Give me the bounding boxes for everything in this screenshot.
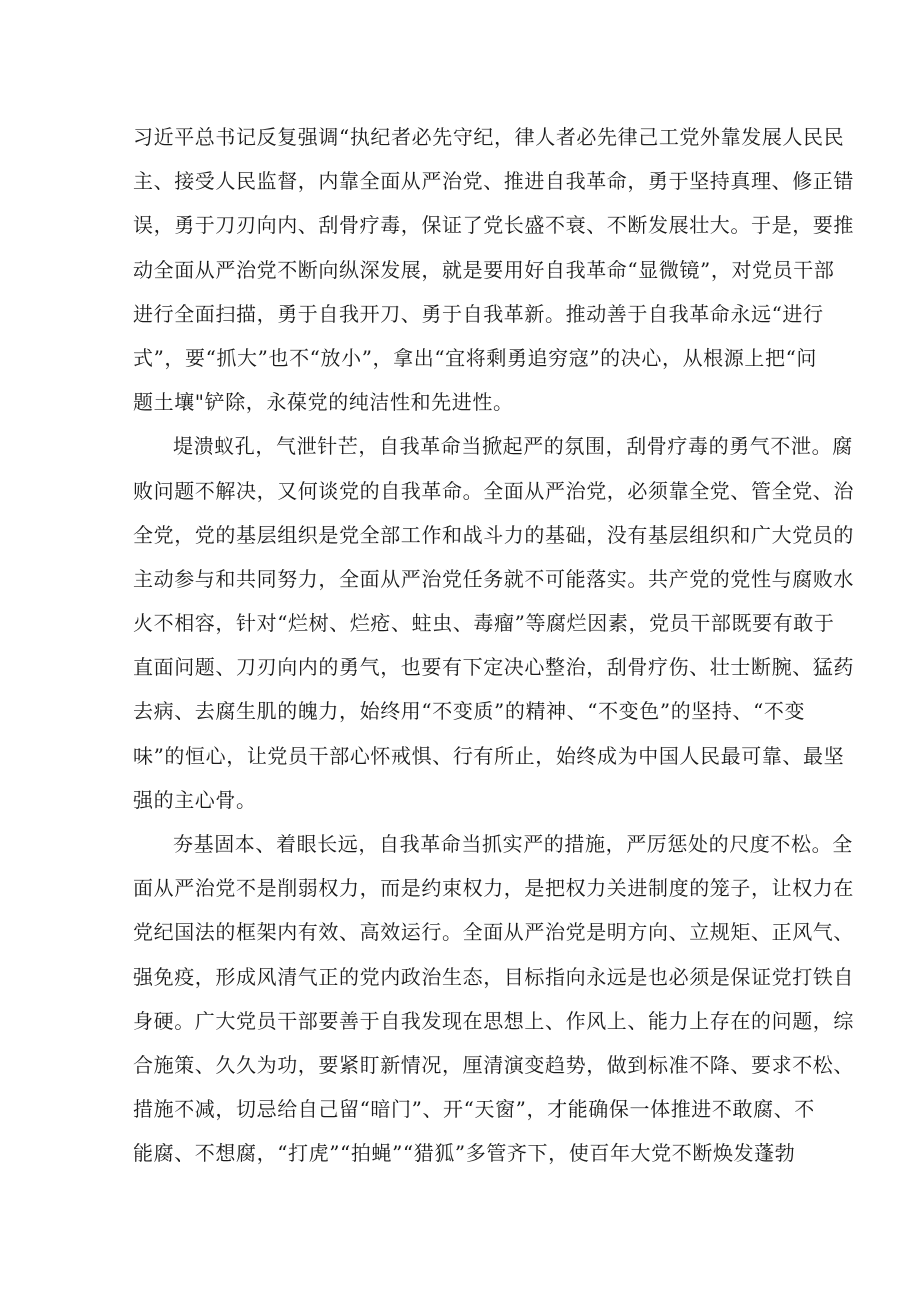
paragraph-1-line-2: 主、接受人民监督，内靠全面从严治党、推进自我革命，勇于坚持真理、修正错 [133,169,854,194]
paragraph-1-line-7: 题土壤"铲除，永葆党的纯洁性和先进性。 [133,390,514,415]
paragraph-2-line-9: 强的主心骨。 [133,787,257,812]
paragraph-2-line-3: 全党，党的基层组织是党全部工作和战斗力的基础，没有基层组织和广大党员的 [133,522,854,547]
paragraph-2-line-1: 堤溃蚁孔，气泄针芒，自我革命当掀起严的氛围，刮骨疗毒的勇气不泄。腐 [173,434,853,459]
paragraph-3-line-6: 合施策、久久为功，要紧盯新情况，厘清演变趋势，做到标准不降、要求不松、 [133,1052,854,1077]
paragraph-1-line-3: 误，勇于刀刃向内、刮骨疗毒，保证了党长盛不衰、不断发展壮大。于是，要推 [133,213,854,238]
paragraph-1-line-4: 动全面从严治党不断向纵深发展，就是要用好自我革命“显微镜”，对党员干部 [133,257,835,282]
paragraph-3-line-1: 夯基固本、着眼长远，自我革命当抓实严的措施，严厉惩处的尺度不松。全 [173,832,853,856]
document-body [133,115,854,1176]
paragraph-3-line-2: 面从严治党不是削弱权力，而是约束权力，是把权力关进制度的笼子，让权力在 [133,876,854,901]
paragraph-1-line-1: 习近平总书记反复强调“执纪者必先守纪，律人者必先律己工党外靠发展人民民 [133,125,845,149]
paragraph-3-line-5: 身硬。广大党员干部要善于自我发现在思想上、作风上、能力上存在的问题，综 [133,1008,854,1033]
paragraph-1-line-6: 式”，要“抓大”也不“放小”，拿出“宜将剩勇追穷寇”的决心，从根源上把“问 [133,345,817,370]
paragraph-2-line-8: 味”的恒心，让党员干部心怀戒惧、行有所止，始终成为中国人民最可靠、最坚 [133,743,845,768]
paragraph-1-line-5: 进行全面扫描，勇于自我开刀、勇于自我革新。推动善于自我革命永远“进行 [133,301,824,326]
paragraph-3-line-7: 措施不减，切忌给自己留“暗门”、开“天窗”，才能确保一体推进不敢腐、不 [133,1097,815,1122]
paragraph-2-line-4: 主动参与和共同努力，全面从严治党任务就不可能落实。共产党的党性与腐败水 [133,566,854,591]
paragraph-2-line-7: 去病、去腐生肌的魄力，始终用“不变质”的精神、“不变色”的坚持、“不变 [133,699,806,724]
paragraph-3-line-4: 强免疫，形成风清气正的党内政治生态，目标指向永远是也必须是保证党打铁自 [133,964,854,989]
paragraph-3-line-8: 能腐、不想腐，“打虎”“拍蝇”“猎狐”多管齐下，使百年大党不断焕发蓬勃 [133,1141,796,1166]
paragraph-2-line-2: 败问题不解决，又何谈党的自我革命。全面从严治党，必须靠全党、管全党、治 [133,478,854,503]
paragraph-3-line-3: 党纪国法的框架内有效、高效运行。全面从严治党是明方向、立规矩、正风气、 [133,920,854,945]
paragraph-2-line-5: 火不相容，针对“烂树、烂疮、蛀虫、毒瘤”等腐烂因素，党员干部既要有敢于 [133,611,835,636]
paragraph-2-line-6: 直面问题、刀刃向内的勇气，也要有下定决心整治，刮骨疗伤、壮士断腕、猛药 [133,655,854,680]
